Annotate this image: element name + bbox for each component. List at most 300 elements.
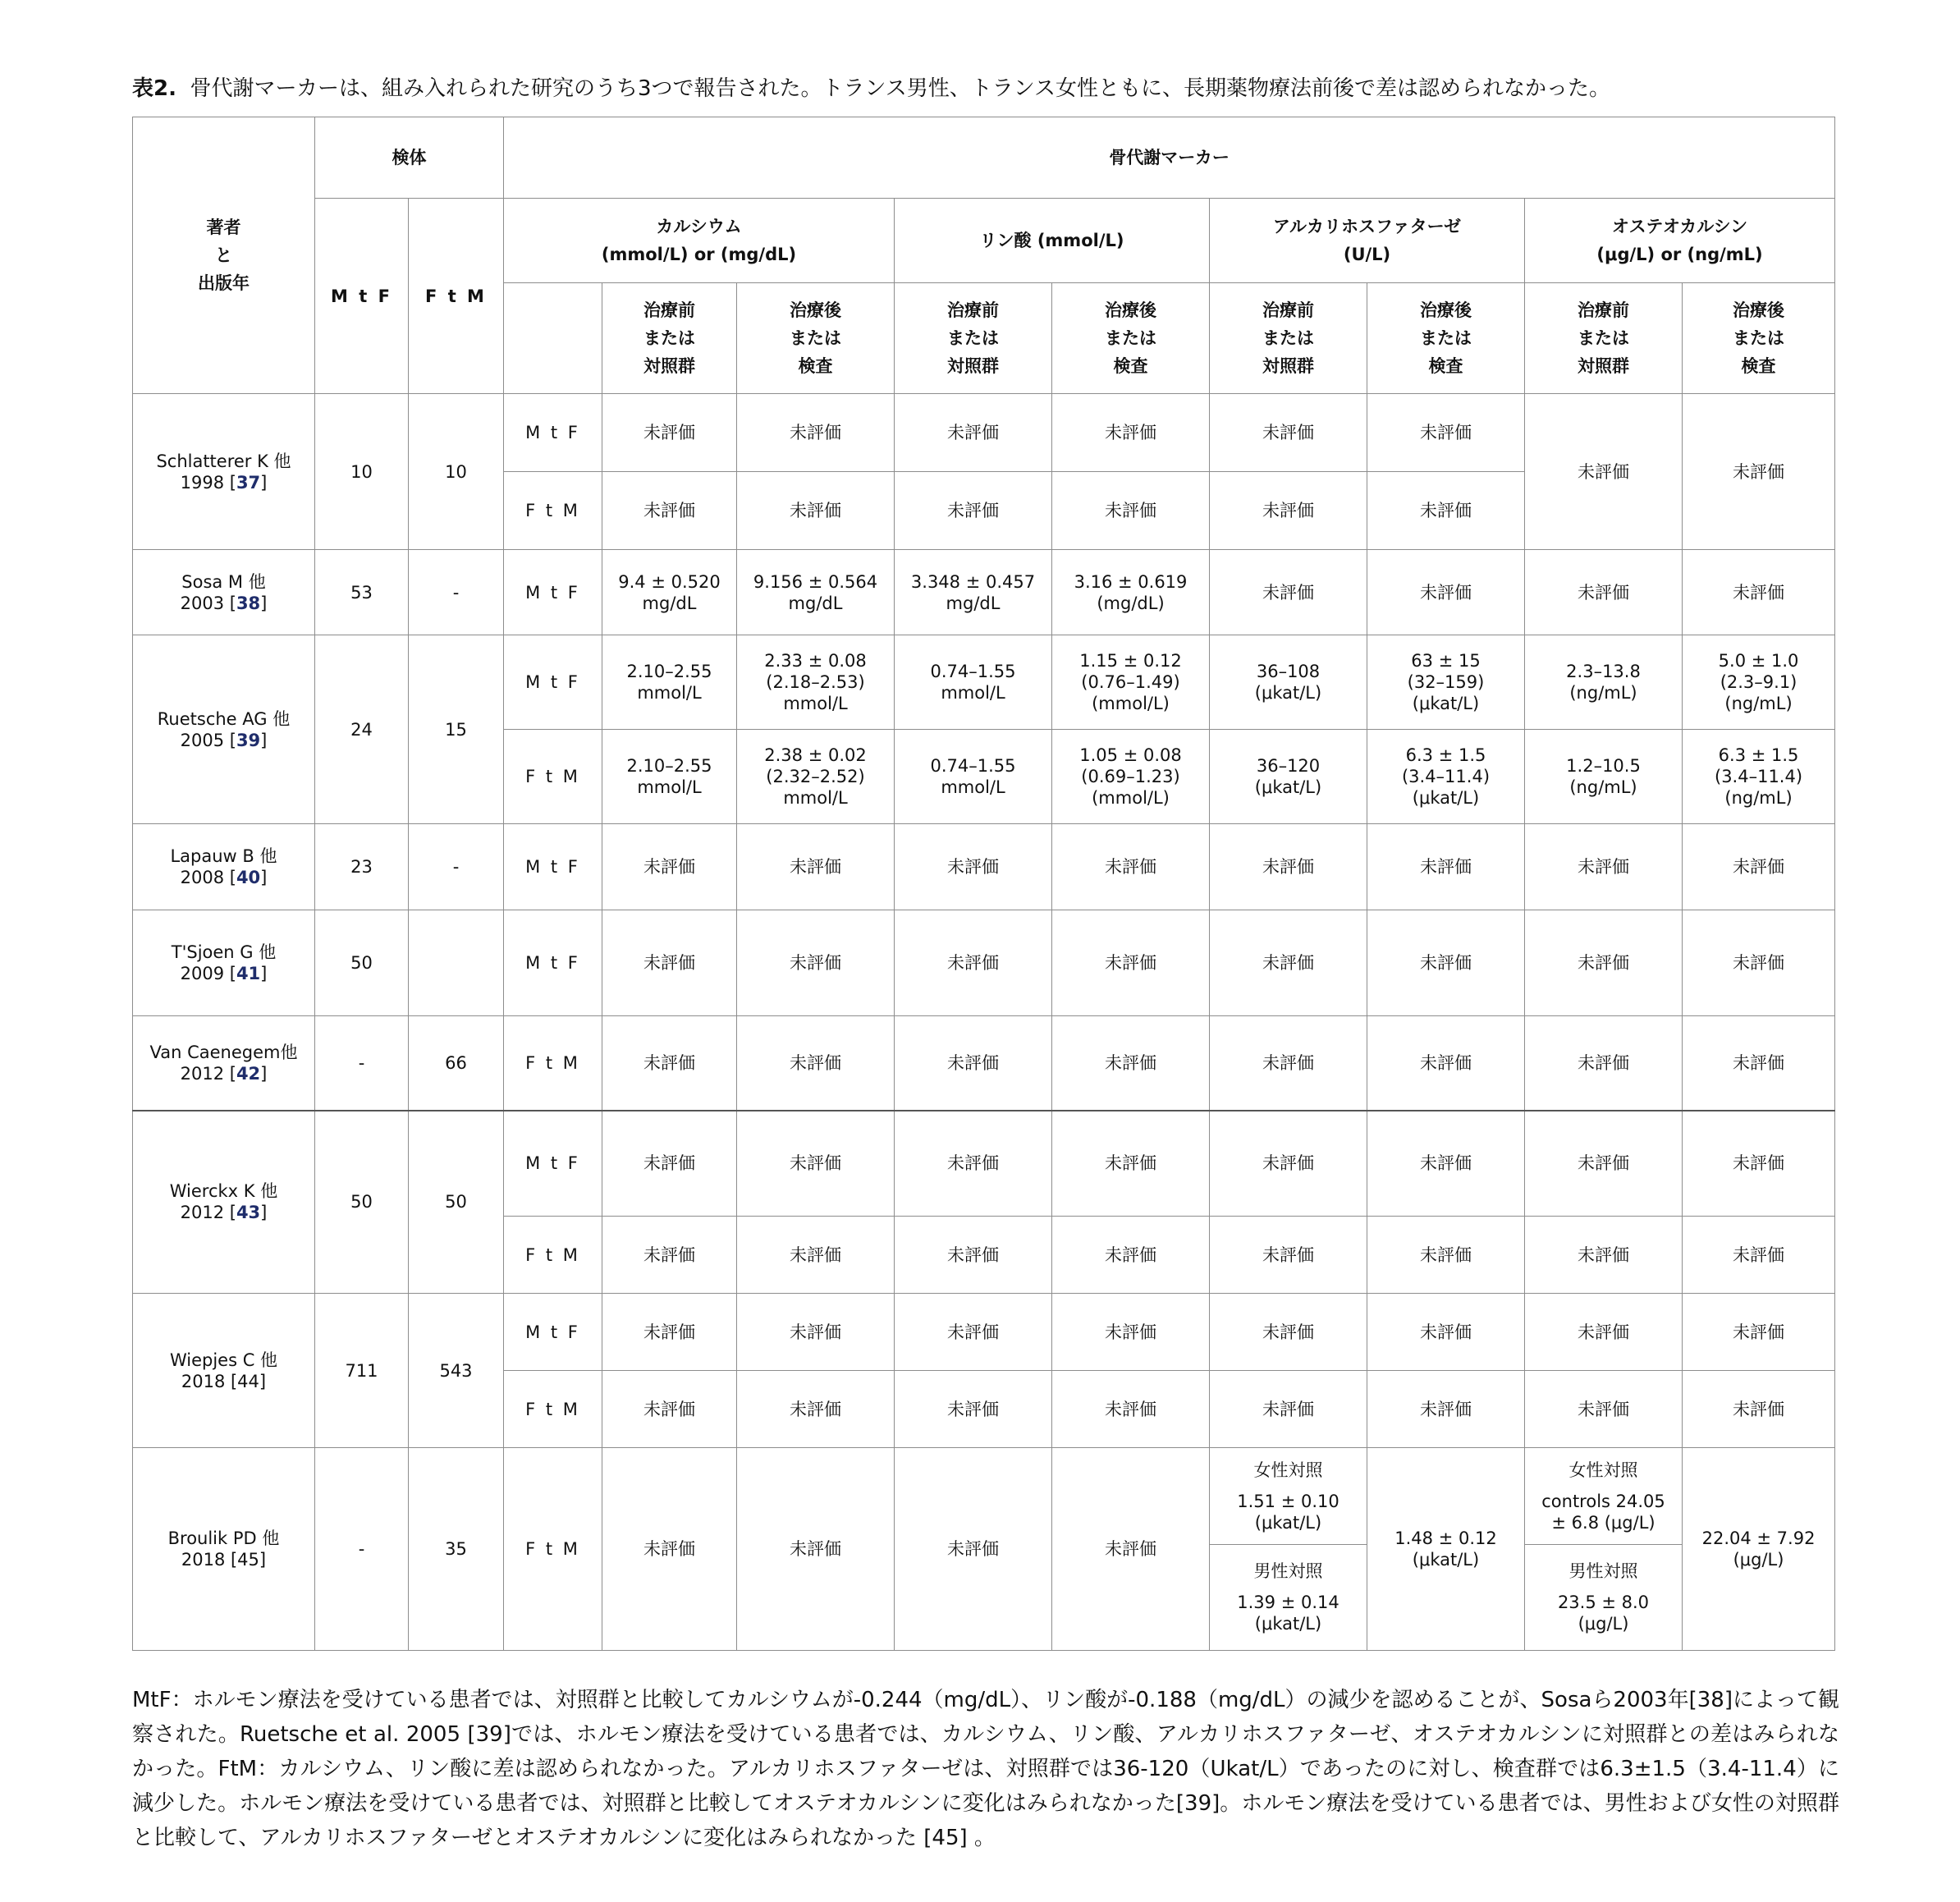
value-cell: 未評価 xyxy=(1052,1448,1210,1651)
header-author-line3: 出版年 xyxy=(198,273,250,293)
value-unit: (ng/mL) xyxy=(1569,683,1637,703)
value-cell xyxy=(895,730,1052,824)
value-cell xyxy=(737,550,895,635)
value-cell: 未評価 xyxy=(895,1371,1052,1448)
value-cell: 未評価 xyxy=(1683,824,1835,910)
value-line: 2.10–2.55 xyxy=(626,662,712,681)
header-oc-post xyxy=(1683,283,1835,394)
header-author-line2: と xyxy=(215,245,232,265)
pre-line1: 治療前 xyxy=(1578,300,1629,320)
value-cell: 未評価 xyxy=(1052,1371,1210,1448)
value-unit: mmol/L xyxy=(941,683,1005,703)
value-unit: mg/dL xyxy=(642,593,697,613)
ftm-count: 66 xyxy=(409,1016,504,1111)
value-cell xyxy=(1525,730,1683,824)
value-cell xyxy=(602,550,737,635)
group-label: M t F xyxy=(504,1294,602,1371)
post-line1: 治療後 xyxy=(1733,300,1785,320)
value-cell: 未評価 xyxy=(602,472,737,550)
female-control-label: 女性対照 xyxy=(1568,1460,1638,1480)
value-cell xyxy=(1683,635,1835,730)
header-row-1 xyxy=(133,117,1835,199)
post-line2: または xyxy=(1105,328,1156,348)
value-cell: 未評価 xyxy=(1052,472,1210,550)
header-oc-pre xyxy=(1525,283,1683,394)
value-cell: 未評価 xyxy=(1210,394,1367,472)
value-cell: 未評価 xyxy=(1683,1217,1835,1294)
pre-line1: 治療前 xyxy=(947,300,999,320)
value-cell xyxy=(1367,730,1525,824)
value-line: 1.48 ± 0.12 xyxy=(1394,1528,1497,1548)
author-cell xyxy=(133,1294,315,1448)
value-line: 1.51 ± 0.10 xyxy=(1237,1491,1339,1511)
reference-link[interactable]: 38 xyxy=(236,593,261,613)
value-cell xyxy=(602,635,737,730)
author-name: Broulik PD 他 xyxy=(167,1528,280,1548)
value-range: (0.76–1.49) xyxy=(1081,672,1180,692)
header-bone-markers: 骨代謝マーカー xyxy=(504,117,1835,199)
value-line: 6.3 ± 1.5 xyxy=(1405,745,1486,765)
value-cell xyxy=(1052,550,1210,635)
author-cell: Wierckx K 他 2012 [43] xyxy=(133,1111,315,1294)
value-cell: 未評価 xyxy=(602,1294,737,1371)
author-year: 2005 [ xyxy=(180,730,236,750)
author-name: Schlatterer K 他 xyxy=(156,451,291,471)
value-cell xyxy=(1210,730,1367,824)
value-range: (0.69–1.23) xyxy=(1081,767,1180,786)
author-name: Sosa M 他 xyxy=(181,571,266,592)
value-unit: (μkat/L) xyxy=(1254,683,1322,703)
value-line: 2.38 ± 0.02 xyxy=(764,745,867,765)
value-line: 1.2–10.5 xyxy=(1566,756,1641,776)
header-calcium xyxy=(504,199,895,283)
table-row xyxy=(133,1016,1835,1111)
value-cell: 未評価 xyxy=(1052,910,1210,1016)
value-cell: 未評価 xyxy=(1525,1217,1683,1294)
value-line: 2.3–13.8 xyxy=(1566,662,1641,681)
value-cell: 未評価 xyxy=(737,910,895,1016)
value-cell: 未評価 xyxy=(895,910,1052,1016)
value-unit: (μg/L) xyxy=(1733,1550,1784,1570)
value-cell: 未評価 xyxy=(737,1016,895,1111)
value-cell: 未評価 xyxy=(1525,910,1683,1016)
value-cell: 未評価 xyxy=(737,1111,895,1217)
post-line2: または xyxy=(1420,328,1472,348)
author-year: 2003 [ xyxy=(180,593,236,613)
table-row xyxy=(133,1448,1835,1651)
value-cell: 未評価 xyxy=(1210,910,1367,1016)
value-line: 1.15 ± 0.12 xyxy=(1079,651,1182,671)
value-unit: (μg/L) xyxy=(1578,1614,1629,1634)
group-label: M t F xyxy=(504,824,602,910)
value-cell: 未評価 xyxy=(1052,1111,1210,1217)
value-cell: 未評価 xyxy=(1683,1294,1835,1371)
header-osteo-line2: (μg/L) or (ng/mL) xyxy=(1596,245,1763,264)
header-alp-line2: (U/L) xyxy=(1343,245,1391,264)
pre-line2: または xyxy=(643,328,695,348)
value-cell: 未評価 xyxy=(1367,394,1525,472)
value-cell: 未評価 xyxy=(1052,1016,1210,1111)
female-control-label: 女性対照 xyxy=(1253,1460,1323,1480)
value-cell: 未評価 xyxy=(1210,1016,1367,1111)
group-label: M t F xyxy=(504,394,602,472)
value-cell: 未評価 xyxy=(895,1111,1052,1217)
value-unit: (μkat/L) xyxy=(1254,1614,1322,1634)
value-cell: 未評価 xyxy=(1210,824,1367,910)
header-calcium-line1: カルシウム xyxy=(656,217,742,236)
pre-line3: 対照群 xyxy=(947,356,999,376)
oc-male-control xyxy=(1525,1545,1682,1650)
caption-text: 骨代謝マーカーは、組み入れられた研究のうち3つで報告された。トランス男性、トランス女性ともに、長期薬物療法前後で差は認められなかった。 xyxy=(190,76,1610,101)
value-line: 3.348 ± 0.457 xyxy=(910,571,1036,592)
mtf-count: 53 xyxy=(315,550,409,635)
header-osteo-line1: オステオカルシン xyxy=(1611,217,1748,236)
value-cell: 未評価 xyxy=(895,1217,1052,1294)
value-cell: 未評価 xyxy=(1525,1294,1683,1371)
header-p-post xyxy=(1052,283,1210,394)
value-line: 3.16 ± 0.619 xyxy=(1074,571,1188,592)
table-row xyxy=(133,1294,1835,1371)
header-p-pre xyxy=(895,283,1052,394)
value-cell: 未評価 xyxy=(1367,472,1525,550)
value-cell: 未評価 xyxy=(1525,1111,1683,1217)
value-cell xyxy=(737,635,895,730)
value-cell: 未評価 xyxy=(737,472,895,550)
value-cell: 未評価 xyxy=(1210,550,1367,635)
value-line: 0.74–1.55 xyxy=(930,662,1016,681)
table-row xyxy=(133,1111,1835,1217)
value-cell: 未評価 xyxy=(1367,1111,1525,1217)
post-line1: 治療後 xyxy=(1420,300,1472,320)
value-cell xyxy=(1367,635,1525,730)
author-year: 2018 [44] xyxy=(181,1371,267,1391)
value-cell: 未評価 xyxy=(1367,1371,1525,1448)
value-cell xyxy=(1683,730,1835,824)
value-unit: (μkat/L) xyxy=(1412,788,1480,808)
header-ftm: F t M xyxy=(409,199,504,394)
ftm-count: 15 xyxy=(409,635,504,824)
header-alp xyxy=(1210,199,1525,283)
value-line: 22.04 ± 7.92 xyxy=(1701,1528,1816,1548)
pre-line2: または xyxy=(1578,328,1629,348)
value-cell: 未評価 xyxy=(1683,1371,1835,1448)
mtf-count: - xyxy=(315,1016,409,1111)
pre-line2: または xyxy=(947,328,999,348)
group-label: F t M xyxy=(504,1371,602,1448)
value-cell: 未評価 xyxy=(737,394,895,472)
value-unit: mmol/L xyxy=(783,694,848,713)
value-unit: (μkat/L) xyxy=(1412,694,1480,713)
author-name: Lapauw B 他 xyxy=(170,846,277,866)
table-row xyxy=(133,635,1835,730)
ftm-count: 35 xyxy=(409,1448,504,1651)
table-row xyxy=(133,550,1835,635)
value-cell xyxy=(737,730,895,824)
value-range: (3.4–11.4) xyxy=(1401,767,1491,786)
reference-link[interactable]: 39 xyxy=(236,730,261,750)
value-cell: 未評価 xyxy=(1525,394,1683,550)
header-alp-post xyxy=(1367,283,1525,394)
value-cell: 未評価 xyxy=(1052,1294,1210,1371)
value-cell xyxy=(1052,730,1210,824)
value-line: 9.156 ± 0.564 xyxy=(753,571,878,592)
pre-line1: 治療前 xyxy=(643,300,695,320)
oc-control-cell xyxy=(1525,1448,1683,1651)
value-unit: (ng/mL) xyxy=(1724,788,1793,808)
value-cell: 未評価 xyxy=(1367,1016,1525,1111)
author-name: Van Caenegem他 xyxy=(149,1042,298,1062)
value-line: 36–108 xyxy=(1256,662,1321,681)
mtf-count: 50 xyxy=(315,910,409,1016)
value-unit: mmol/L xyxy=(637,683,702,703)
ftm-count: 10 xyxy=(409,394,504,550)
table-row xyxy=(133,394,1835,472)
value-line: 63 ± 15 xyxy=(1411,651,1481,671)
value-unit: (mmol/L) xyxy=(1092,788,1170,808)
header-phosphate: リン酸 (mmol/L) xyxy=(895,199,1210,283)
value-cell: 未評価 xyxy=(1367,1217,1525,1294)
value-unit: mmol/L xyxy=(637,777,702,797)
author-name: Wierckx K 他 xyxy=(169,1181,278,1202)
ftm-count: 543 xyxy=(409,1294,504,1448)
value-unit: (μkat/L) xyxy=(1254,1512,1322,1533)
group-label: F t M xyxy=(504,1217,602,1294)
header-osteocalcin xyxy=(1525,199,1835,283)
value-cell: 未評価 xyxy=(1367,550,1525,635)
value-unit: (μkat/L) xyxy=(1254,777,1322,797)
alp-female-control xyxy=(1210,1448,1367,1545)
value-cell: 未評価 xyxy=(602,824,737,910)
value-unit: (mg/dL) xyxy=(1097,593,1165,613)
value-unit: mmol/L xyxy=(783,788,848,808)
value-cell: 未評価 xyxy=(1683,1111,1835,1217)
reference-link[interactable]: 40 xyxy=(236,868,261,887)
value-line: 9.4 ± 0.520 xyxy=(618,571,721,592)
author-year: 2012 [ xyxy=(180,1203,236,1223)
author-name: Ruetsche AG 他 xyxy=(157,708,291,729)
male-control-label: 男性対照 xyxy=(1568,1561,1638,1581)
value-cell: 未評価 xyxy=(1525,824,1683,910)
author-cell: Sosa M 他 2003 [38] xyxy=(133,550,315,635)
author-year: 2009 [ xyxy=(180,964,236,983)
value-cell: 未評価 xyxy=(602,394,737,472)
value-cell: 未評価 xyxy=(1367,910,1525,1016)
value-cell: 未評価 xyxy=(602,1111,737,1217)
value-line: 2.33 ± 0.08 xyxy=(764,651,867,671)
value-unit: mg/dL xyxy=(946,593,1001,613)
alp-male-control xyxy=(1210,1545,1367,1650)
post-line1: 治療後 xyxy=(1105,300,1156,320)
author-year: 2018 [45] xyxy=(181,1550,267,1570)
value-cell: 未評価 xyxy=(602,1371,737,1448)
value-range: (2.32–2.52) xyxy=(766,767,865,786)
value-line: 36–120 xyxy=(1256,756,1321,776)
header-ca-post xyxy=(737,283,895,394)
value-cell: 未評価 xyxy=(1210,1217,1367,1294)
post-line3: 検査 xyxy=(1428,356,1463,376)
value-cell: 未評価 xyxy=(737,1448,895,1651)
value-cell: 未評価 xyxy=(1052,1217,1210,1294)
value-cell: 未評価 xyxy=(1683,550,1835,635)
value-cell: 未評価 xyxy=(1367,1294,1525,1371)
value-cell xyxy=(602,730,737,824)
caption-label: 表2. xyxy=(132,76,176,101)
post-line1: 治療後 xyxy=(790,300,841,320)
value-cell: 未評価 xyxy=(602,1217,737,1294)
reference-link[interactable]: 37 xyxy=(236,472,261,493)
value-cell: 未評価 xyxy=(602,910,737,1016)
table-row xyxy=(133,824,1835,910)
value-cell: 未評価 xyxy=(895,394,1052,472)
value-range: (3.4–11.4) xyxy=(1715,767,1803,786)
value-range: (2.18–2.53) xyxy=(766,672,865,692)
value-cell xyxy=(1052,635,1210,730)
author-name: T'Sjoen G 他 xyxy=(171,942,277,962)
value-cell: 未評価 xyxy=(1210,1294,1367,1371)
reference-link[interactable]: 42 xyxy=(236,1063,261,1084)
value-cell: 未評価 xyxy=(895,472,1052,550)
value-cell: 未評価 xyxy=(1683,910,1835,1016)
value-cell xyxy=(1210,635,1367,730)
header-mtf: M t F xyxy=(315,199,409,394)
mtf-count: 50 xyxy=(315,1111,409,1294)
post-line2: または xyxy=(1733,328,1785,348)
value-line: 6.3 ± 1.5 xyxy=(1718,745,1799,765)
value-cell: 未評価 xyxy=(895,824,1052,910)
reference-link[interactable]: 41 xyxy=(236,964,261,983)
header-specimen: 検体 xyxy=(315,117,504,199)
author-cell: Van Caenegem他 2012 [42] xyxy=(133,1016,315,1111)
value-cell: 未評価 xyxy=(737,1294,895,1371)
value-cell xyxy=(1683,1448,1835,1651)
mtf-count: 711 xyxy=(315,1294,409,1448)
value-cell: 未評価 xyxy=(895,1016,1052,1111)
header-ca-pre xyxy=(602,283,737,394)
value-range: (2.3–9.1) xyxy=(1720,672,1797,692)
value-cell: 未評価 xyxy=(737,1371,895,1448)
mtf-count: - xyxy=(315,1448,409,1651)
oc-female-control xyxy=(1525,1448,1682,1545)
post-line2: または xyxy=(790,328,841,348)
value-cell: 未評価 xyxy=(1367,824,1525,910)
value-cell: 未評価 xyxy=(1683,394,1835,550)
mtf-count: 23 xyxy=(315,824,409,910)
author-year: 2012 [ xyxy=(180,1063,236,1084)
post-line3: 検査 xyxy=(1113,356,1148,376)
value-line: 2.10–2.55 xyxy=(626,756,712,776)
group-label: M t F xyxy=(504,1111,602,1217)
pre-line3: 対照群 xyxy=(643,356,695,376)
group-label: F t M xyxy=(504,1016,602,1111)
value-cell: 未評価 xyxy=(895,1448,1052,1651)
value-cell: 未評価 xyxy=(602,1016,737,1111)
value-cell: 未評価 xyxy=(895,1294,1052,1371)
value-unit: mg/dL xyxy=(788,593,843,613)
pre-line3: 対照群 xyxy=(1578,356,1629,376)
value-cell: 未評価 xyxy=(1210,472,1367,550)
group-label: M t F xyxy=(504,910,602,1016)
post-line3: 検査 xyxy=(798,356,833,376)
group-label: F t M xyxy=(504,472,602,550)
value-unit: ± 6.8 (μg/L) xyxy=(1551,1512,1655,1533)
table-footnote: MtF：ホルモン療法を受けている患者では、対照群と比較してカルシウムが-0.244（mg/dL）、リン酸が-0.188（mg/dL）の減少を認めることが、Sosaら2003年[38]によって観察された。Ruetsche et al. 2005 [39]では、ホルモン療法を受けている患者では、カルシウム、リン酸、アルカリホスファターゼ、オステオカルシンに対照群との差はみられなかった。FtM：カルシウム、リン酸に差は認められなかった。アルカリホスファターゼは、対照群では36-120（Ukat/L）であったのに対し、検査群では6.3±1.5（3.4-11.4）に減少した。ホルモン療法を受けている患者では、対照群と比較してオステオカルシンに変化はみられなかった[39]。ホルモン療法を受けている患者では、男性および女性の対照群と比較して、アルカリホスファターゼとオステオカルシンに変化はみられなかった [45] 。 xyxy=(132,1688,1839,1850)
value-cell: 未評価 xyxy=(1683,1016,1835,1111)
value-unit: (ng/mL) xyxy=(1724,694,1793,713)
value-cell xyxy=(1367,1448,1525,1651)
author-cell: Schlatterer K 他 1998 [37] xyxy=(133,394,315,550)
table-caption xyxy=(132,71,1839,107)
header-author-line1: 著者 xyxy=(206,218,241,237)
value-line: controls 24.05 xyxy=(1541,1491,1665,1511)
author-cell: T'Sjoen G 他 2009 [41] xyxy=(133,910,315,1016)
value-cell: 未評価 xyxy=(1525,1371,1683,1448)
value-line: 0.74–1.55 xyxy=(930,756,1016,776)
ftm-count: - xyxy=(409,824,504,910)
group-label: F t M xyxy=(504,1448,602,1651)
author-cell: Ruetsche AG 他 2005 [39] xyxy=(133,635,315,824)
mtf-count: 10 xyxy=(315,394,409,550)
bone-marker-table xyxy=(132,117,1835,1651)
value-cell xyxy=(1525,635,1683,730)
header-author xyxy=(133,117,315,394)
value-unit: mmol/L xyxy=(941,777,1005,797)
ftm-count: - xyxy=(409,550,504,635)
header-row-2 xyxy=(133,199,1835,283)
header-blank xyxy=(504,283,602,394)
ftm-count xyxy=(409,910,504,1016)
header-alp-line1: アルカリホスファターゼ xyxy=(1272,217,1462,236)
group-label: M t F xyxy=(504,550,602,635)
value-cell: 未評価 xyxy=(602,1448,737,1651)
alp-control-cell xyxy=(1210,1448,1367,1651)
value-line: 23.5 ± 8.0 xyxy=(1557,1593,1650,1612)
author-year: 2008 [ xyxy=(180,868,236,887)
mtf-count: 24 xyxy=(315,635,409,824)
header-calcium-line2: (mmol/L) or (mg/dL) xyxy=(601,245,797,264)
value-unit: (mmol/L) xyxy=(1092,694,1170,713)
value-unit: (μkat/L) xyxy=(1412,1550,1480,1570)
value-cell: 未評価 xyxy=(1525,550,1683,635)
value-cell: 未評価 xyxy=(1052,394,1210,472)
value-cell xyxy=(895,635,1052,730)
post-line3: 検査 xyxy=(1741,356,1776,376)
author-year: 1998 [ xyxy=(180,472,236,493)
value-cell: 未評価 xyxy=(737,1217,895,1294)
value-line: 1.39 ± 0.14 xyxy=(1237,1593,1339,1612)
header-alp-pre xyxy=(1210,283,1367,394)
value-cell: 未評価 xyxy=(1052,824,1210,910)
ftm-count: 50 xyxy=(409,1111,504,1294)
value-cell: 未評価 xyxy=(1210,1111,1367,1217)
pre-line3: 対照群 xyxy=(1262,356,1314,376)
value-cell xyxy=(895,550,1052,635)
reference-link[interactable]: 43 xyxy=(236,1203,261,1223)
author-cell xyxy=(133,1448,315,1651)
table-row xyxy=(133,910,1835,1016)
group-label: F t M xyxy=(504,730,602,824)
value-unit: (ng/mL) xyxy=(1569,777,1637,797)
author-name: Wiepjes C 他 xyxy=(169,1350,278,1370)
pre-line1: 治療前 xyxy=(1262,300,1314,320)
group-label: M t F xyxy=(504,635,602,730)
male-control-label: 男性対照 xyxy=(1253,1561,1323,1581)
value-range: (32–159) xyxy=(1407,672,1485,692)
value-line: 5.0 ± 1.0 xyxy=(1718,651,1799,671)
pre-line2: または xyxy=(1262,328,1314,348)
value-line: 1.05 ± 0.08 xyxy=(1079,745,1182,765)
author-cell: Lapauw B 他 2008 [40] xyxy=(133,824,315,910)
value-cell: 未評価 xyxy=(1525,1016,1683,1111)
